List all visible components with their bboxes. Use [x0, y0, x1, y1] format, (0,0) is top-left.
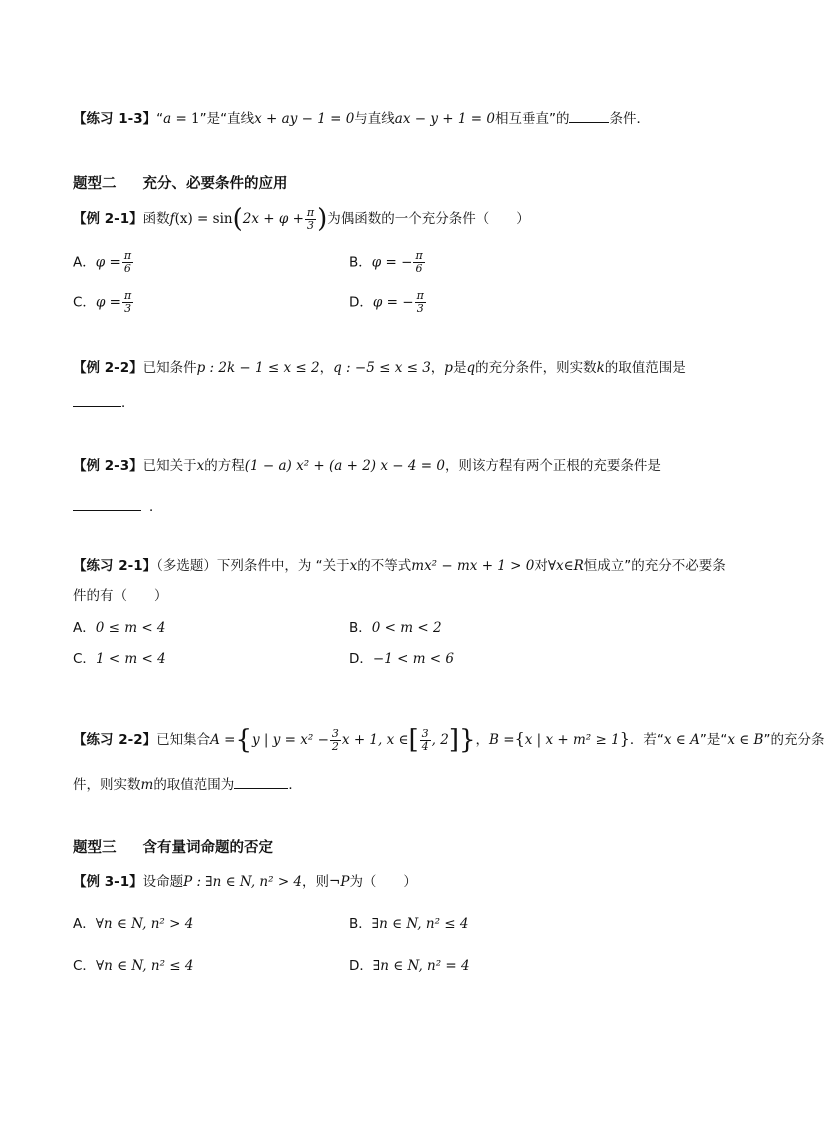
exercise-2-1-cont: 件的有（ ）: [73, 588, 168, 604]
option-b[interactable]: B．∃n ∈ N, n² ≤ 4: [349, 916, 469, 932]
exercise-2-1: 【练习 2-1】（多选题）下列条件中，为 “关于x的不等式mx² − mx + 1 > 0对∀x∈R恒成立”的充分不必要条: [73, 558, 726, 574]
example-3-1: 【例 3-1】设命题P : ∃n ∈ N, n² > 4，则¬P为（ ）: [73, 874, 417, 890]
option-a[interactable]: A．0 ≤ m < 4: [73, 620, 166, 636]
option-d[interactable]: D．∃n ∈ N, n² = 4: [349, 958, 470, 974]
exercise-2-2: 【练习 2-2】已知集合A ={y | y = x² − $\frac{3}{2}$ x + 1, x ∈[ $\frac{3}{4}$ , 2]}，B ={x | x + m² ≥ 1}．若“x ∈ A”是“x ∈ B”的充分条: [73, 725, 824, 755]
section-heading-3: 题型三 含有量词命题的否定: [73, 840, 273, 856]
answer-blank[interactable]: [569, 108, 609, 123]
option-c[interactable]: C．φ = $\frac{\pi}{3}$: [73, 289, 132, 315]
example-2-3-answer: ．: [73, 496, 163, 517]
line-equation-1: x + ay − 1 = 0: [254, 111, 355, 127]
option-c[interactable]: C．∀n ∈ N, n² ≤ 4: [73, 958, 194, 974]
example-2-2: 【例 2-2】已知条件p : 2k − 1 ≤ x ≤ 2，q : −5 ≤ x ≤ 3，p是q的充分条件，则实数k的取值范围是: [73, 360, 686, 376]
option-b[interactable]: B．φ = − $\frac{\pi}{6}$: [349, 249, 423, 275]
section-heading-2: 题型二 充分、必要条件的应用: [73, 176, 288, 192]
option-d[interactable]: D．−1 < m < 6: [349, 651, 454, 667]
option-d[interactable]: D．φ = − $\frac{\pi}{3}$: [349, 289, 424, 315]
example-2-1: 【例 2-1】函数f(x) = sin(2x + φ + $\frac{\pi}{3}$ )为偶函数的一个充分条件（ ）: [73, 204, 530, 234]
option-c[interactable]: C．1 < m < 4: [73, 651, 166, 667]
fraction: $\frac{\pi}{3}$: [306, 205, 315, 232]
answer-blank[interactable]: [73, 392, 121, 407]
example-2-3: 【例 2-3】已知关于x的方程(1 − a) x² + (a + 2) x − 4 = 0，则该方程有两个正根的充要条件是: [73, 458, 661, 474]
exercise-2-2-cont: 件，则实数m的取值范围为 ．: [73, 774, 302, 795]
answer-blank[interactable]: [234, 774, 288, 789]
option-a[interactable]: A．∀n ∈ N, n² > 4: [73, 916, 194, 932]
example-2-2-answer: ．: [73, 392, 135, 413]
question-tag: 【练习 1-3】: [73, 111, 157, 127]
option-a[interactable]: A．φ = $\frac{\pi}{6}$: [73, 249, 132, 275]
answer-blank[interactable]: [73, 496, 141, 511]
option-b[interactable]: B．0 < m < 2: [349, 620, 442, 636]
exercise-1-3: 【练习 1-3】“a = 1”是“直线x + ay − 1 = 0与直线ax − y + 1 = 0相互垂直”的 条件．: [73, 108, 650, 129]
line-equation-2: ax − y + 1 = 0: [394, 111, 495, 127]
